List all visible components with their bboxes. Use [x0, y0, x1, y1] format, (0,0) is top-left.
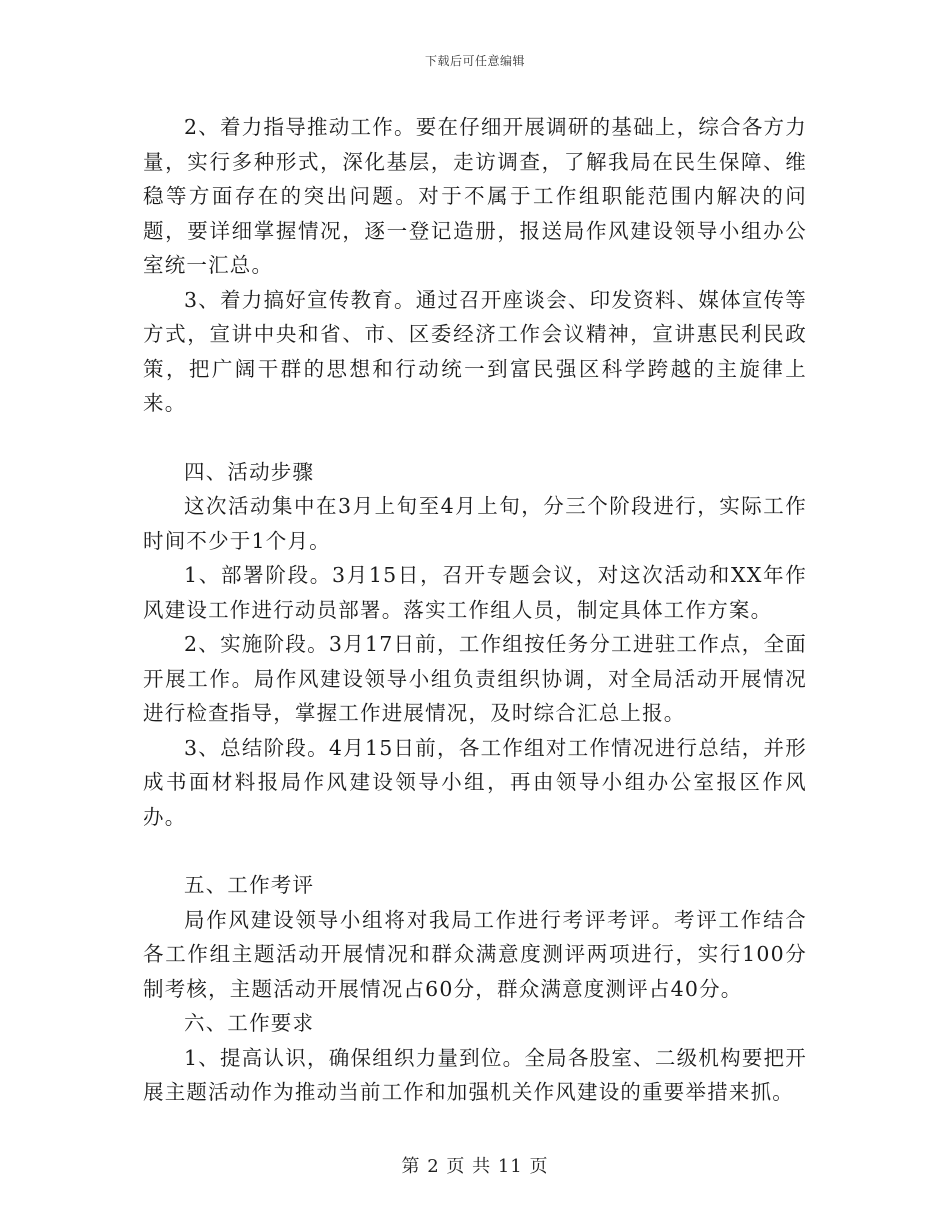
- paragraph-requirement-1: 1、提高认识，确保组织力量到位。全局各股室、二级机构要把开展主题活动作为推动当前工作和加强机关作风建设的重要举措来抓。: [143, 1045, 807, 1104]
- section-heading-steps: 四、活动步骤: [184, 459, 315, 484]
- paragraph-evaluation: 局作风建设领导小组将对我局工作进行考评考评。考评工作结合各工作组主题活动开展情况和群众满意度测评两项进行，实行100分制考核，主题活动开展情况占60分，群众满意度测评占40分。: [143, 907, 807, 1001]
- paragraph-guidance: 2、着力指导推动工作。要在仔细开展调研的基础上，综合各方力量，实行多种形式，深化基层，走访调查，了解我局在民生保障、维稳等方面存在的突出问题。对于不属于工作组职能范围内解决的问题，要详细掌握情况，逐一登记造册，报送局作风建设领导小组办公室统一汇总。: [143, 115, 807, 277]
- paragraph-deploy-stage: 1、部署阶段。3月15日，召开专题会议，对这次活动和XX年作风建设工作进行动员部署。落实工作组人员，制定具体工作方案。: [143, 563, 807, 622]
- paragraph-summary-stage: 3、总结阶段。4月15日前，各工作组对工作情况进行总结，并形成书面材料报局作风建设领导小组，再由领导小组办公室报区作风办。: [143, 735, 807, 829]
- paragraph-implement-stage: 2、实施阶段。3月17日前，工作组按任务分工进驻工作点，全面开展工作。局作风建设领导小组负责组织协调，对全局活动开展情况进行检查指导，掌握工作进展情况，及时综合汇总上报。: [143, 632, 807, 725]
- section-heading-evaluation: 五、工作考评: [184, 873, 315, 897]
- page-number: 第 2 页 共 11 页: [401, 1156, 549, 1177]
- page-header: 下载后可任意编辑: [424, 54, 525, 68]
- paragraph-steps-intro: 这次活动集中在3月上旬至4月上旬，分三个阶段进行，实际工作时间不少于1个月。: [143, 494, 807, 553]
- document-body: [143, 110, 807, 1110]
- section-gap: [143, 834, 807, 868]
- section-gap: [143, 421, 807, 455]
- paragraph-publicity: 3、着力搞好宣传教育。通过召开座谈会、印发资料、媒体宣传等方式，宣讲中央和省、市、区委经济工作会议精神，宣讲惠民利民政策，把广阔干群的思想和行动统一到富民强区科学跨越的主旋律上来。: [143, 287, 807, 415]
- section-heading-requirements: 六、工作要求: [184, 1011, 315, 1035]
